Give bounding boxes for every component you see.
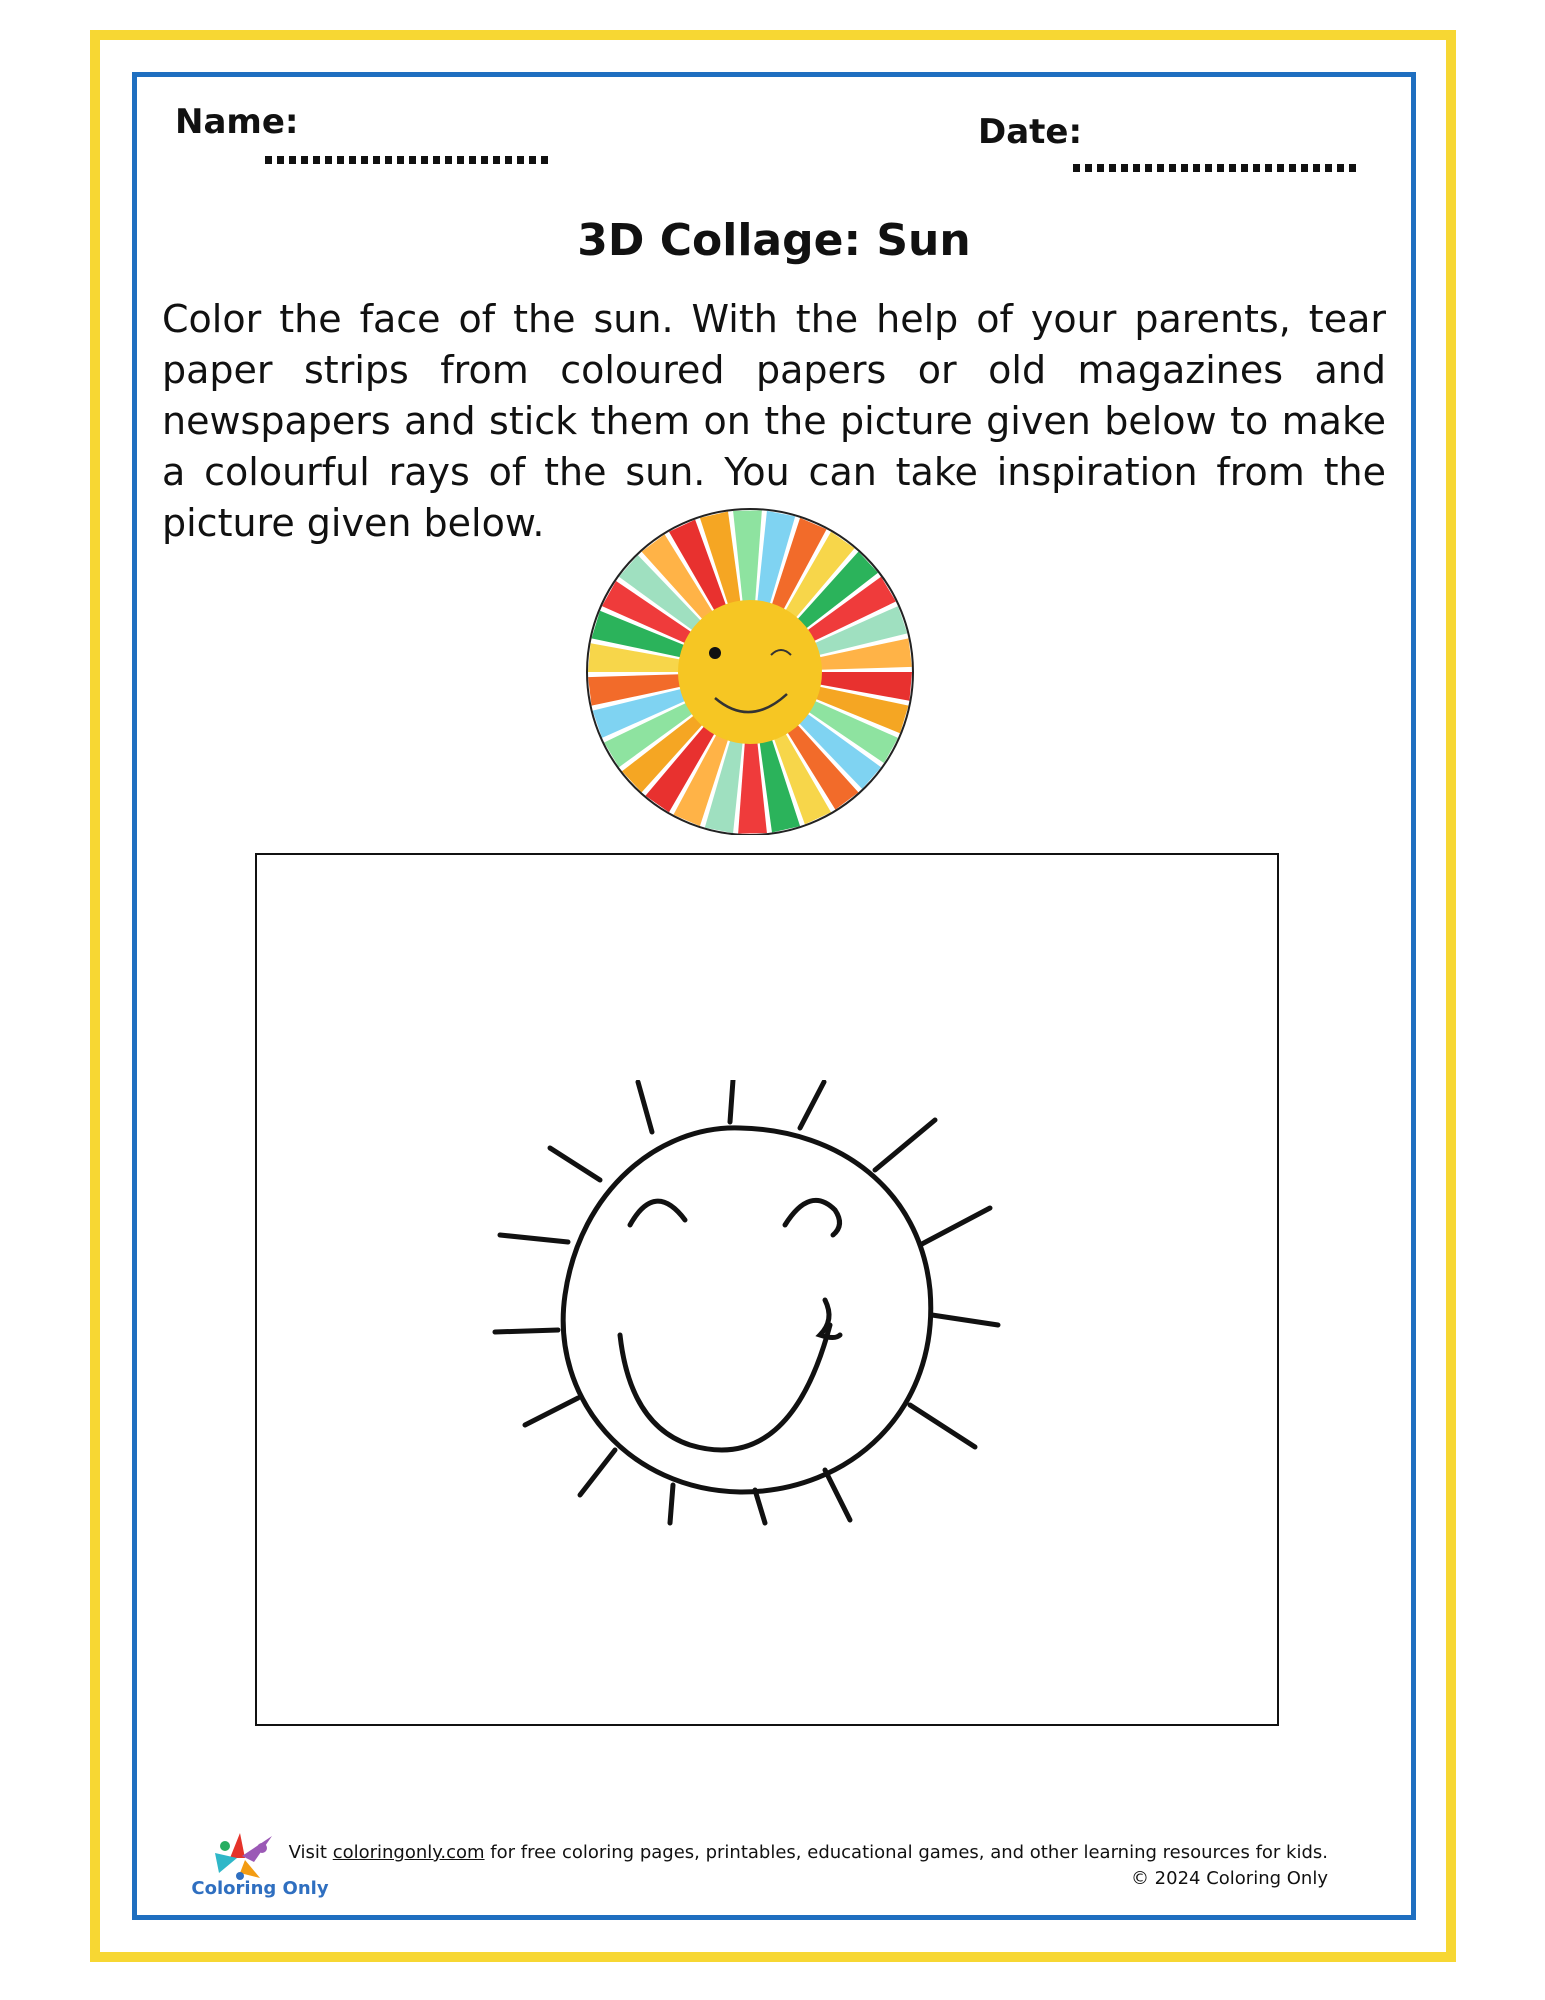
name-field-line[interactable] xyxy=(265,156,553,164)
sun-ray xyxy=(875,1120,935,1170)
sun-face-outline xyxy=(563,1128,931,1492)
sun-ray xyxy=(638,1082,652,1132)
collage-eye-left xyxy=(709,647,721,659)
sun-ray xyxy=(525,1398,578,1425)
sun-ray xyxy=(495,1330,558,1332)
sun-ray xyxy=(580,1450,615,1495)
sun-ray xyxy=(730,1080,733,1122)
sun-ray xyxy=(800,1082,824,1128)
footer-copyright: © 2024 Coloring Only xyxy=(1130,1868,1328,1889)
footer-visit-suffix: for free coloring pages, printables, educational games, and other learning resources for kids. xyxy=(484,1842,1328,1863)
sun-ray xyxy=(550,1148,600,1180)
sun-ray xyxy=(755,1490,765,1523)
sun-ray xyxy=(670,1485,673,1523)
sun-ray xyxy=(500,1235,568,1242)
footer-visit-text xyxy=(289,1842,1328,1863)
example-collage-sun-image xyxy=(575,505,925,835)
date-field-line[interactable] xyxy=(1073,164,1361,172)
name-label: Name: xyxy=(175,102,299,142)
sun-eye-right xyxy=(785,1200,840,1235)
sun-smile xyxy=(620,1325,830,1450)
date-label: Date: xyxy=(978,112,1083,152)
sun-outline-drawing xyxy=(490,1080,1010,1530)
sun-ray xyxy=(910,1405,975,1447)
worksheet-title: 3D Collage: Sun xyxy=(577,215,971,266)
coloring-only-logo-text: Coloring Only xyxy=(191,1878,329,1899)
sun-eye-left xyxy=(630,1201,685,1225)
footer-website-link[interactable]: coloringonly.com xyxy=(332,1842,485,1863)
instructions-text: Color the face of the sun. With the help of your parents, tear paper strips from coloured papers or old magazines and newspapers and stick them on the picture given below to make a colourful rays of the sun. You can take inspiration from the picture given below. xyxy=(162,297,1386,545)
sun-ray xyxy=(932,1315,998,1325)
footer-visit-prefix: Visit xyxy=(288,1842,333,1863)
collage-sun-face xyxy=(678,600,822,744)
sun-ray xyxy=(920,1208,990,1245)
sun-ray xyxy=(825,1470,850,1520)
